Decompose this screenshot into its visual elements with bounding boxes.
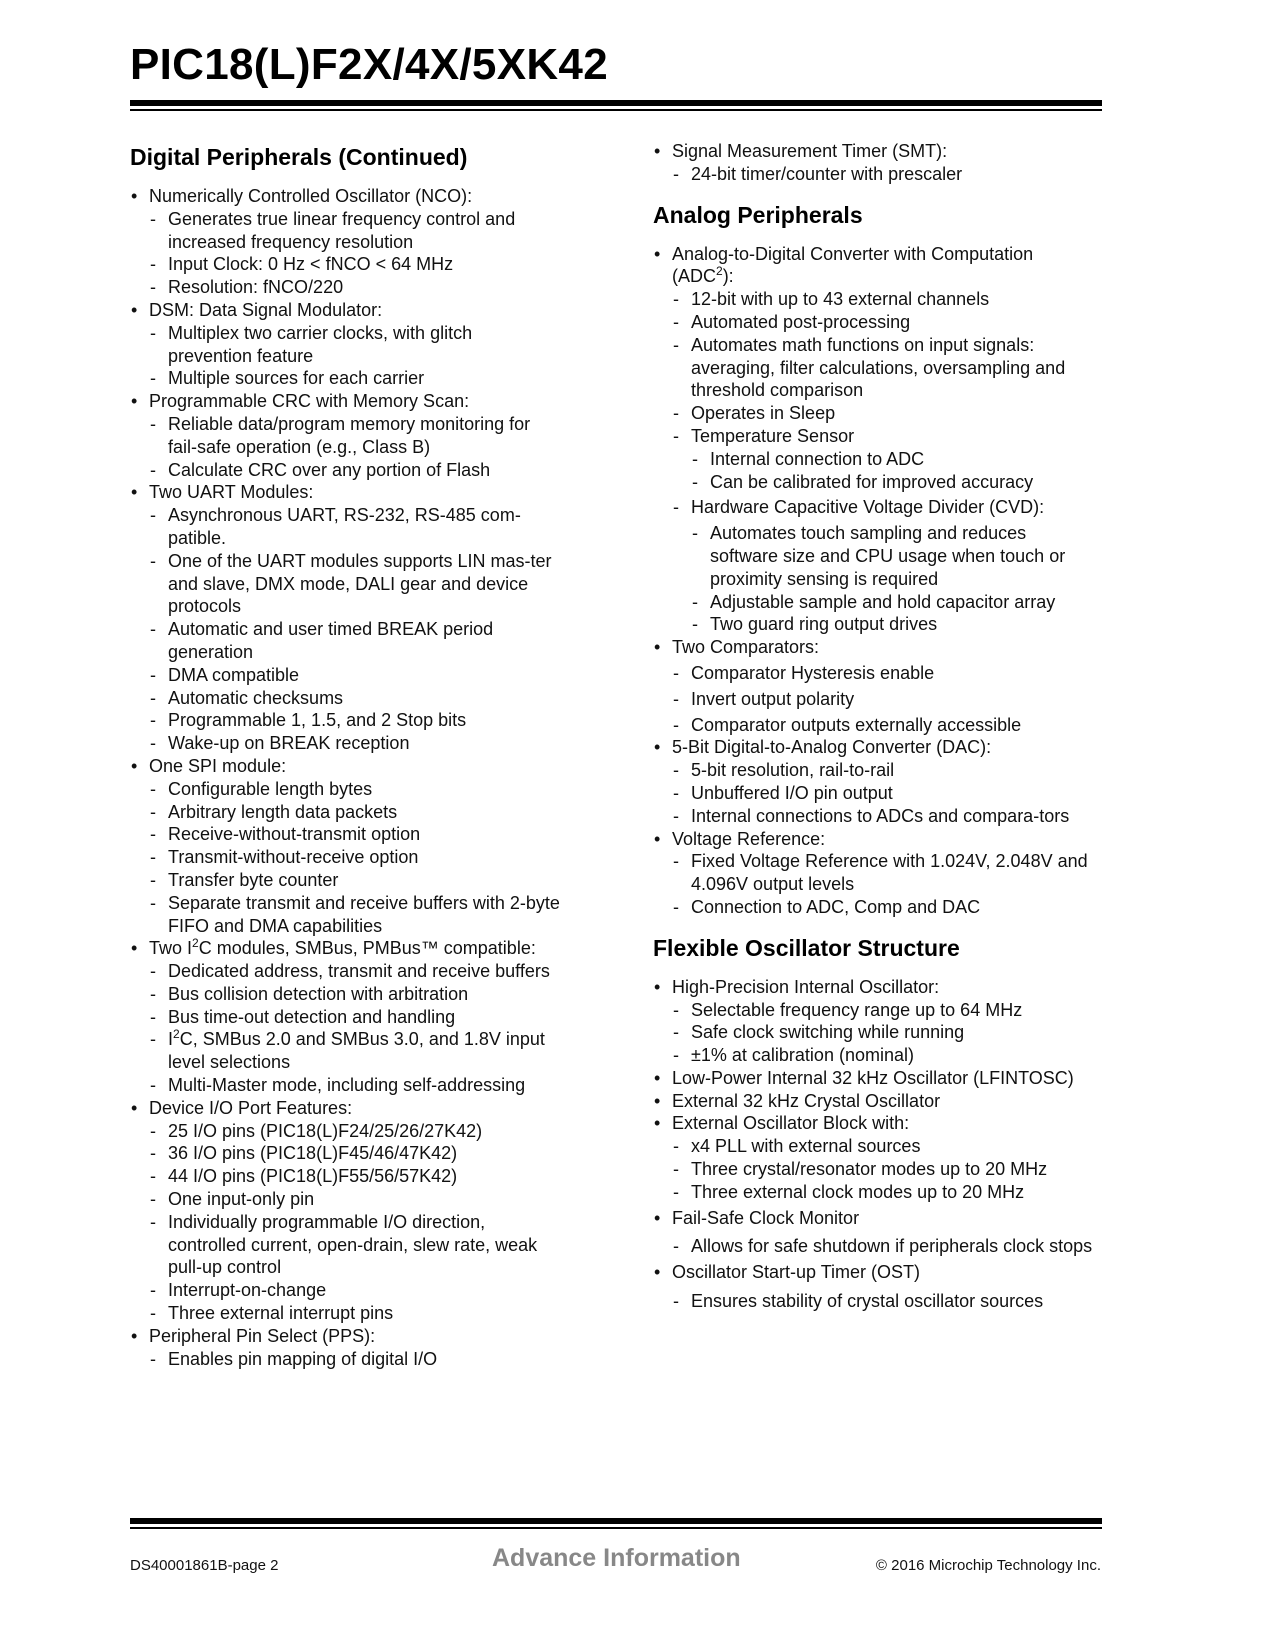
analog-peripherals-section — [653, 202, 1093, 919]
sublist — [672, 1235, 1093, 1258]
list-subitem: - Comparator Hysteresis enable — [672, 662, 1093, 685]
list-subitem: - Selectable frequency range up to 64 MHz — [672, 999, 1093, 1022]
item-label: High-Precision Internal Oscillator: — [672, 976, 940, 997]
item-label: Two $I^2C$ modules, SMBus, PMBus™ compatible: — [149, 936, 536, 959]
list-subitem: - 25 I/O pins (PIC18(L)F24/25/26/27K42) — [149, 1120, 560, 1143]
list-subitem: - Transmit-without-receive option — [149, 846, 560, 869]
footer-copyright: © 2016 Microchip Technology Inc. — [875, 1557, 1101, 1574]
list-subitem: - Dedicated address, transmit and receive buffers — [149, 960, 560, 983]
list-subitem: - Internal connections to ADCs and compara-tors — [672, 805, 1093, 828]
list-subitem: - One of the UART modules supports LIN mas-ter and slave, DMX mode, DALI gear and device protocols — [149, 550, 560, 618]
section-title-analog-peripherals: Analog Peripherals — [653, 201, 863, 228]
list-subitem: - Input Clock: 0 Hz < fNCO < 64 MHz — [149, 253, 560, 276]
list-subitem: - Automatic and user timed BREAK period generation — [149, 618, 560, 664]
footer-advance-information: Advance Information — [492, 1544, 741, 1572]
list-item-nco — [130, 185, 560, 299]
list-item-uart — [130, 481, 560, 755]
sublist — [672, 850, 1093, 918]
list-item-dsm — [130, 299, 560, 390]
item-label: Peripheral Pin Select (PPS): — [149, 1325, 376, 1346]
list-subitem: - Bus time-out detection and handling — [149, 1006, 560, 1029]
list-subitem: - Programmable 1, 1.5, and 2 Stop bits — [149, 709, 560, 732]
list-subitem: - 5-bit resolution, rail-to-rail — [672, 759, 1093, 782]
list-subitem: - Automatic checksums — [149, 687, 560, 710]
digital-peripherals-section — [130, 144, 560, 1370]
list-subitem: - Asynchronous UART, RS-232, RS-485 com-patible. — [149, 504, 560, 550]
item-label: Voltage Reference: — [672, 828, 826, 849]
list-subitem: - Multiplex two carrier clocks, with glitch prevention feature — [149, 322, 560, 368]
sublist-temperature — [691, 448, 1093, 494]
sublist — [149, 1348, 560, 1371]
list-subitem: - $I^2C$, SMBus 2.0 and SMBus 3.0, and 1.8V input level selections — [149, 1028, 560, 1074]
item-label: Oscillator Start-up Timer (OST) — [672, 1262, 921, 1283]
sublist — [149, 960, 560, 1097]
list-subitem: - Comparator outputs externally accessible — [672, 714, 1093, 737]
list-subitem: - Multiple sources for each carrier — [149, 367, 560, 390]
sublist — [672, 662, 1093, 736]
list-item-dac — [653, 736, 1093, 827]
list-subitem: - 24-bit timer/counter with prescaler — [672, 163, 1093, 186]
list-subitem: - Internal connection to ADC — [691, 448, 1093, 471]
list-subitem: - Bus collision detection with arbitration — [149, 983, 560, 1006]
item-label: Programmable CRC with Memory Scan: — [149, 391, 470, 412]
header-rule-thick — [130, 100, 1102, 106]
list-subitem: - Automates touch sampling and reduces software size and CPU usage when touch or proximity sensing is required — [691, 522, 1093, 590]
sublist — [149, 322, 560, 390]
list-subitem: - Enables pin mapping of digital I/O — [149, 1348, 560, 1371]
right-column — [653, 140, 1093, 1313]
sublist — [149, 413, 560, 481]
list-item-ost — [653, 1261, 1093, 1313]
list-item-hfintosc — [653, 976, 1093, 1067]
list-subitem: - Three external interrupt pins — [149, 1302, 560, 1325]
oscillator-section — [653, 935, 1093, 1313]
list-item-external-crystal: • External 32 kHz Crystal Oscillator — [653, 1090, 1093, 1113]
sublist — [672, 1290, 1093, 1313]
list-subitem: - Separate transmit and receive buffers with 2-byte FIFO and DMA capabilities — [149, 892, 560, 938]
list-subitem: - Arbitrary length data packets — [149, 801, 560, 824]
list-subitem-cvd: - Hardware Capacitive Voltage Divider (CVD): - Automates touch sampling and reduces software size and CPU usage when touch or proximity sensing is required - Adjustable sample and hold capacitor array - Two guard ring output drives — [672, 496, 1093, 636]
list-subitem: - Invert output polarity — [672, 688, 1093, 711]
header-rule-thin — [130, 109, 1102, 111]
list-subitem: - Generates true linear frequency control and increased frequency resolution — [149, 208, 560, 254]
list-subitem: - DMA compatible — [149, 664, 560, 687]
sublist — [672, 163, 1093, 186]
list-subitem: - Automates math functions on input signals: averaging, filter calculations, oversampling and threshold comparison — [672, 334, 1093, 402]
list-subitem: - Unbuffered I/O pin output — [672, 782, 1093, 805]
sublist — [672, 999, 1093, 1067]
list-subitem: - 36 I/O pins (PIC18(L)F45/46/47K42) — [149, 1142, 560, 1165]
list-item-comparators — [653, 636, 1093, 736]
sublist — [672, 759, 1093, 827]
list-subitem: - Resolution: fNCO/220 — [149, 276, 560, 299]
section-title-oscillator: Flexible Oscillator Structure — [653, 934, 960, 961]
list-subitem: - ±1% at calibration (nominal) — [672, 1044, 1093, 1067]
list-subitem: - Automated post-processing — [672, 311, 1093, 334]
digital-peripherals-list — [130, 185, 560, 1370]
list-subitem: - Receive-without-transmit option — [149, 823, 560, 846]
list-subitem: - 12-bit with up to 43 external channels — [672, 288, 1093, 311]
list-subitem: - Can be calibrated for improved accuracy — [691, 471, 1093, 494]
list-subitem: - Two guard ring output drives — [691, 613, 1093, 636]
item-label: DSM: Data Signal Modulator: — [149, 299, 383, 320]
list-subitem: - Ensures stability of crystal oscillator sources — [672, 1290, 1093, 1313]
oscillator-list — [653, 976, 1093, 1313]
smt-continued — [653, 140, 1093, 186]
list-subitem: - Three external clock modes up to 20 MHz — [672, 1181, 1093, 1204]
list-subitem: - Three crystal/resonator modes up to 20 MHz — [672, 1158, 1093, 1181]
sublist — [149, 778, 560, 938]
footer-doc-number: DS40001861B-page 2 — [130, 1557, 279, 1574]
footer-rule-thin — [130, 1527, 1102, 1529]
sublist — [672, 1135, 1093, 1203]
item-label: Signal Measurement Timer (SMT): — [672, 141, 948, 161]
section-title-digital-peripherals: Digital Peripherals (Continued) — [130, 144, 468, 170]
list-subitem: - Multi-Master mode, including self-addressing — [149, 1074, 560, 1097]
list-subitem: - Operates in Sleep — [672, 402, 1093, 425]
list-subitem: - Wake-up on BREAK reception — [149, 732, 560, 755]
document-title: PIC18(L)F2X/4X/5XK42 — [130, 40, 608, 89]
smt-list — [653, 140, 1093, 186]
item-label: Device I/O Port Features: — [149, 1097, 353, 1118]
list-item-adc — [653, 243, 1093, 637]
sublist — [149, 1120, 560, 1325]
list-subitem: - Adjustable sample and hold capacitor array — [691, 591, 1093, 614]
list-item-voltage-reference — [653, 828, 1093, 919]
list-item-pps — [130, 1325, 560, 1371]
list-item-fail-safe-clock-monitor — [653, 1207, 1093, 1259]
item-label: Numerically Controlled Oscillator (NCO): — [149, 186, 473, 206]
list-subitem: - Transfer byte counter — [149, 869, 560, 892]
item-label: External Oscillator Block with: — [672, 1113, 910, 1134]
sublist — [149, 504, 560, 755]
list-subitem: - Connection to ADC, Comp and DAC — [672, 896, 1093, 919]
list-item-external-oscillator-block — [653, 1112, 1093, 1203]
item-label: One SPI module: — [149, 755, 287, 776]
item-label: 5-Bit Digital-to-Analog Converter (DAC): — [672, 737, 992, 758]
analog-peripherals-list — [653, 243, 1093, 919]
footer-rule-thick — [130, 1518, 1102, 1524]
list-subitem: - One input-only pin — [149, 1188, 560, 1211]
list-item-spi — [130, 755, 560, 937]
list-subitem-temperature-sensor: - Temperature Sensor - Internal connection to ADC - Can be calibrated for improved accuracy — [672, 425, 1093, 493]
list-subitem: - Allows for safe shutdown if peripherals clock stops — [672, 1235, 1093, 1258]
list-subitem: - Reliable data/program memory monitoring for fail-safe operation (e.g., Class B) — [149, 413, 560, 459]
list-item-i2c — [130, 937, 560, 1097]
sublist — [672, 288, 1093, 636]
left-column — [130, 140, 560, 1370]
list-item-lfintosc: • Low-Power Internal 32 kHz Oscillator (LFINTOSC) — [653, 1067, 1093, 1090]
item-label: Fail-Safe Clock Monitor — [672, 1207, 860, 1228]
list-item-smt — [653, 140, 1093, 186]
sublist — [149, 208, 560, 299]
list-subitem: - Safe clock switching while running — [672, 1021, 1093, 1044]
list-subitem: - Fixed Voltage Reference with 1.024V, 2.048V and 4.096V output levels — [672, 850, 1093, 896]
item-label: Two Comparators: — [672, 637, 820, 658]
item-label: Analog-to-Digital Converter with Computation (ADC$^2$): — [672, 243, 1034, 287]
list-subitem: - Interrupt-on-change — [149, 1279, 560, 1302]
list-subitem: - x4 PLL with external sources — [672, 1135, 1093, 1158]
list-subitem: - 44 I/O pins (PIC18(L)F55/56/57K42) — [149, 1165, 560, 1188]
item-label: Two UART Modules: — [149, 482, 314, 503]
list-subitem: - Individually programmable I/O direction, controlled current, open-drain, slew rate, weak pull-up control — [149, 1211, 560, 1279]
list-item-crc — [130, 390, 560, 481]
list-subitem: - Calculate CRC over any portion of Flash — [149, 459, 560, 482]
list-subitem: - Configurable length bytes — [149, 778, 560, 801]
sublist-cvd — [691, 522, 1093, 636]
list-item-io-ports — [130, 1097, 560, 1325]
